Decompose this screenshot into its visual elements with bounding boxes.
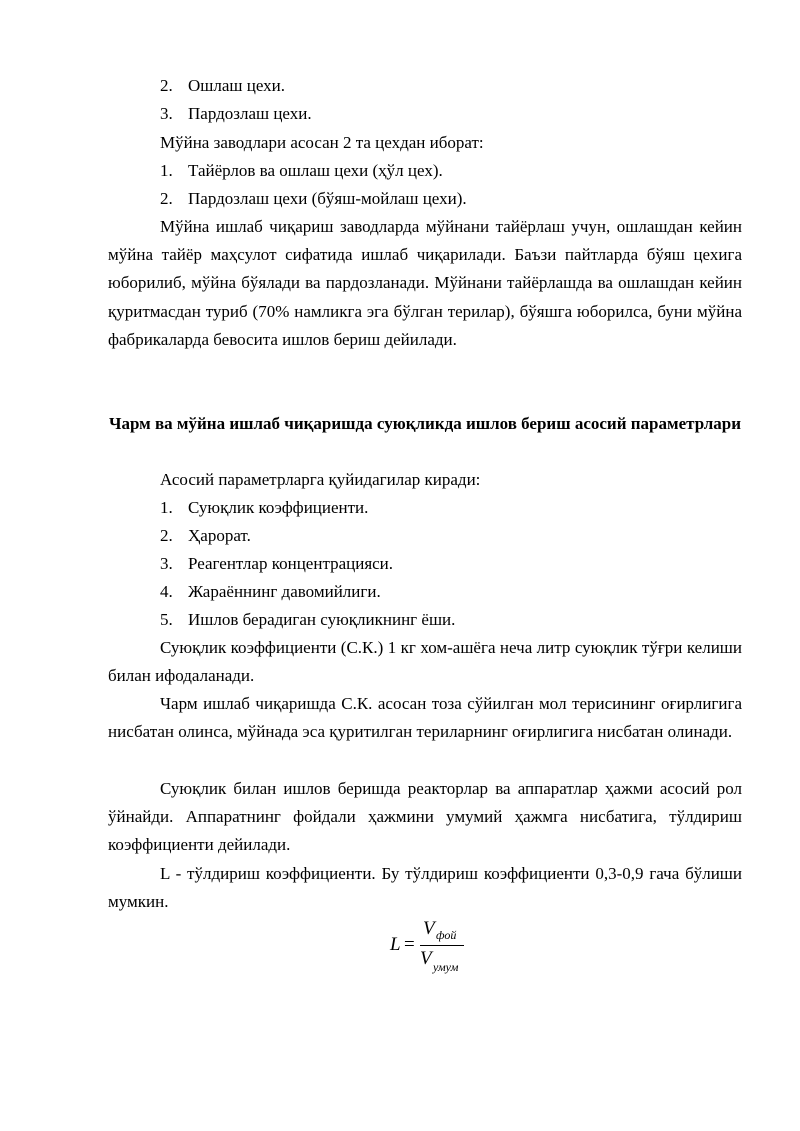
fill-coefficient-formula <box>390 918 480 978</box>
intro-line: Асосий параметрларга қуйидагилар киради: <box>160 470 481 489</box>
paragraph: L - тўлдириш коэффициенти. Бу тўлдириш коэффициенти 0,3-0,9 гача бўлиши мумкин. <box>108 864 742 912</box>
paragraph: Суюқлик коэффициенти (С.К.) 1 кг хом-ашёга неча литр суюқлик тўғри келиши билан ифодаланади. <box>108 638 742 686</box>
formula-numerator-sub: фой <box>436 928 457 942</box>
list-item: 4. Жараённинг давомийлиги. <box>160 582 381 601</box>
fraction-bar <box>420 945 464 946</box>
formula-equals: = <box>404 934 415 955</box>
paragraph: Мўйна ишлаб чиқариш заводларда мўйнани тайёрлаш учун, ошлашдан кейин мўйна тайёр маҳсулот сифатида ишлаб чиқарилади. Баъзи пайтларда бўяш цехига юборилиб, мўйна бўялади ва пардозланади. Мўйнани тайёрлашда ва ошлашдан кейин қуритмасдан туриб (70% намликга эга бўлган терилар), бўяшга юборилса, буни мўйна фабрикаларда бевосита ишлов бериш дейилади. <box>108 217 742 349</box>
list-item: 2. Пардозлаш цехи (бўяш-мойлаш цехи). <box>160 189 467 208</box>
intro-line: Мўйна заводлари асосан 2 та цехдан иборат: <box>160 133 484 152</box>
list-item: 3. Реагентлар концентрацияси. <box>160 554 394 573</box>
formula-denominator-sub: умум <box>433 960 459 974</box>
list-item: 5. Ишлов берадиган суюқликнинг ёши. <box>160 610 456 629</box>
paragraph: Чарм ишлаб чиқаришда С.К. асосан тоза сўйилган мол терисининг оғирлигига нисбатан олинса, мўйнада эса қуритилган териларнинг оғирлигига нисбатан олинади. <box>108 694 742 742</box>
list-item: 1. Тайёрлов ва ошлаш цехи (ҳўл цех). <box>160 161 443 180</box>
list-item: 3. Пардозлаш цехи. <box>160 104 312 123</box>
list-item: 2. Ошлаш цехи. <box>160 76 286 95</box>
list-item: 2. Ҳарорат. <box>160 526 251 545</box>
section-heading: Чарм ва мўйна ишлаб чиқаришда суюқликда ишлов бериш асосий параметрлари <box>108 414 742 433</box>
list-item: 1. Суюқлик коэффициенти. <box>160 498 369 517</box>
formula-denominator: V <box>420 948 432 969</box>
formula-lhs: L <box>390 934 401 955</box>
paragraph: Суюқлик билан ишлов беришда реакторлар ва аппаратлар ҳажми асосий рол ўйнайди. Аппаратнинг фойдали ҳажмини умумий ҳажмга нисбатига, тўлдириш коэффициенти дейилади. <box>108 779 742 855</box>
formula-numerator: V <box>423 918 435 939</box>
